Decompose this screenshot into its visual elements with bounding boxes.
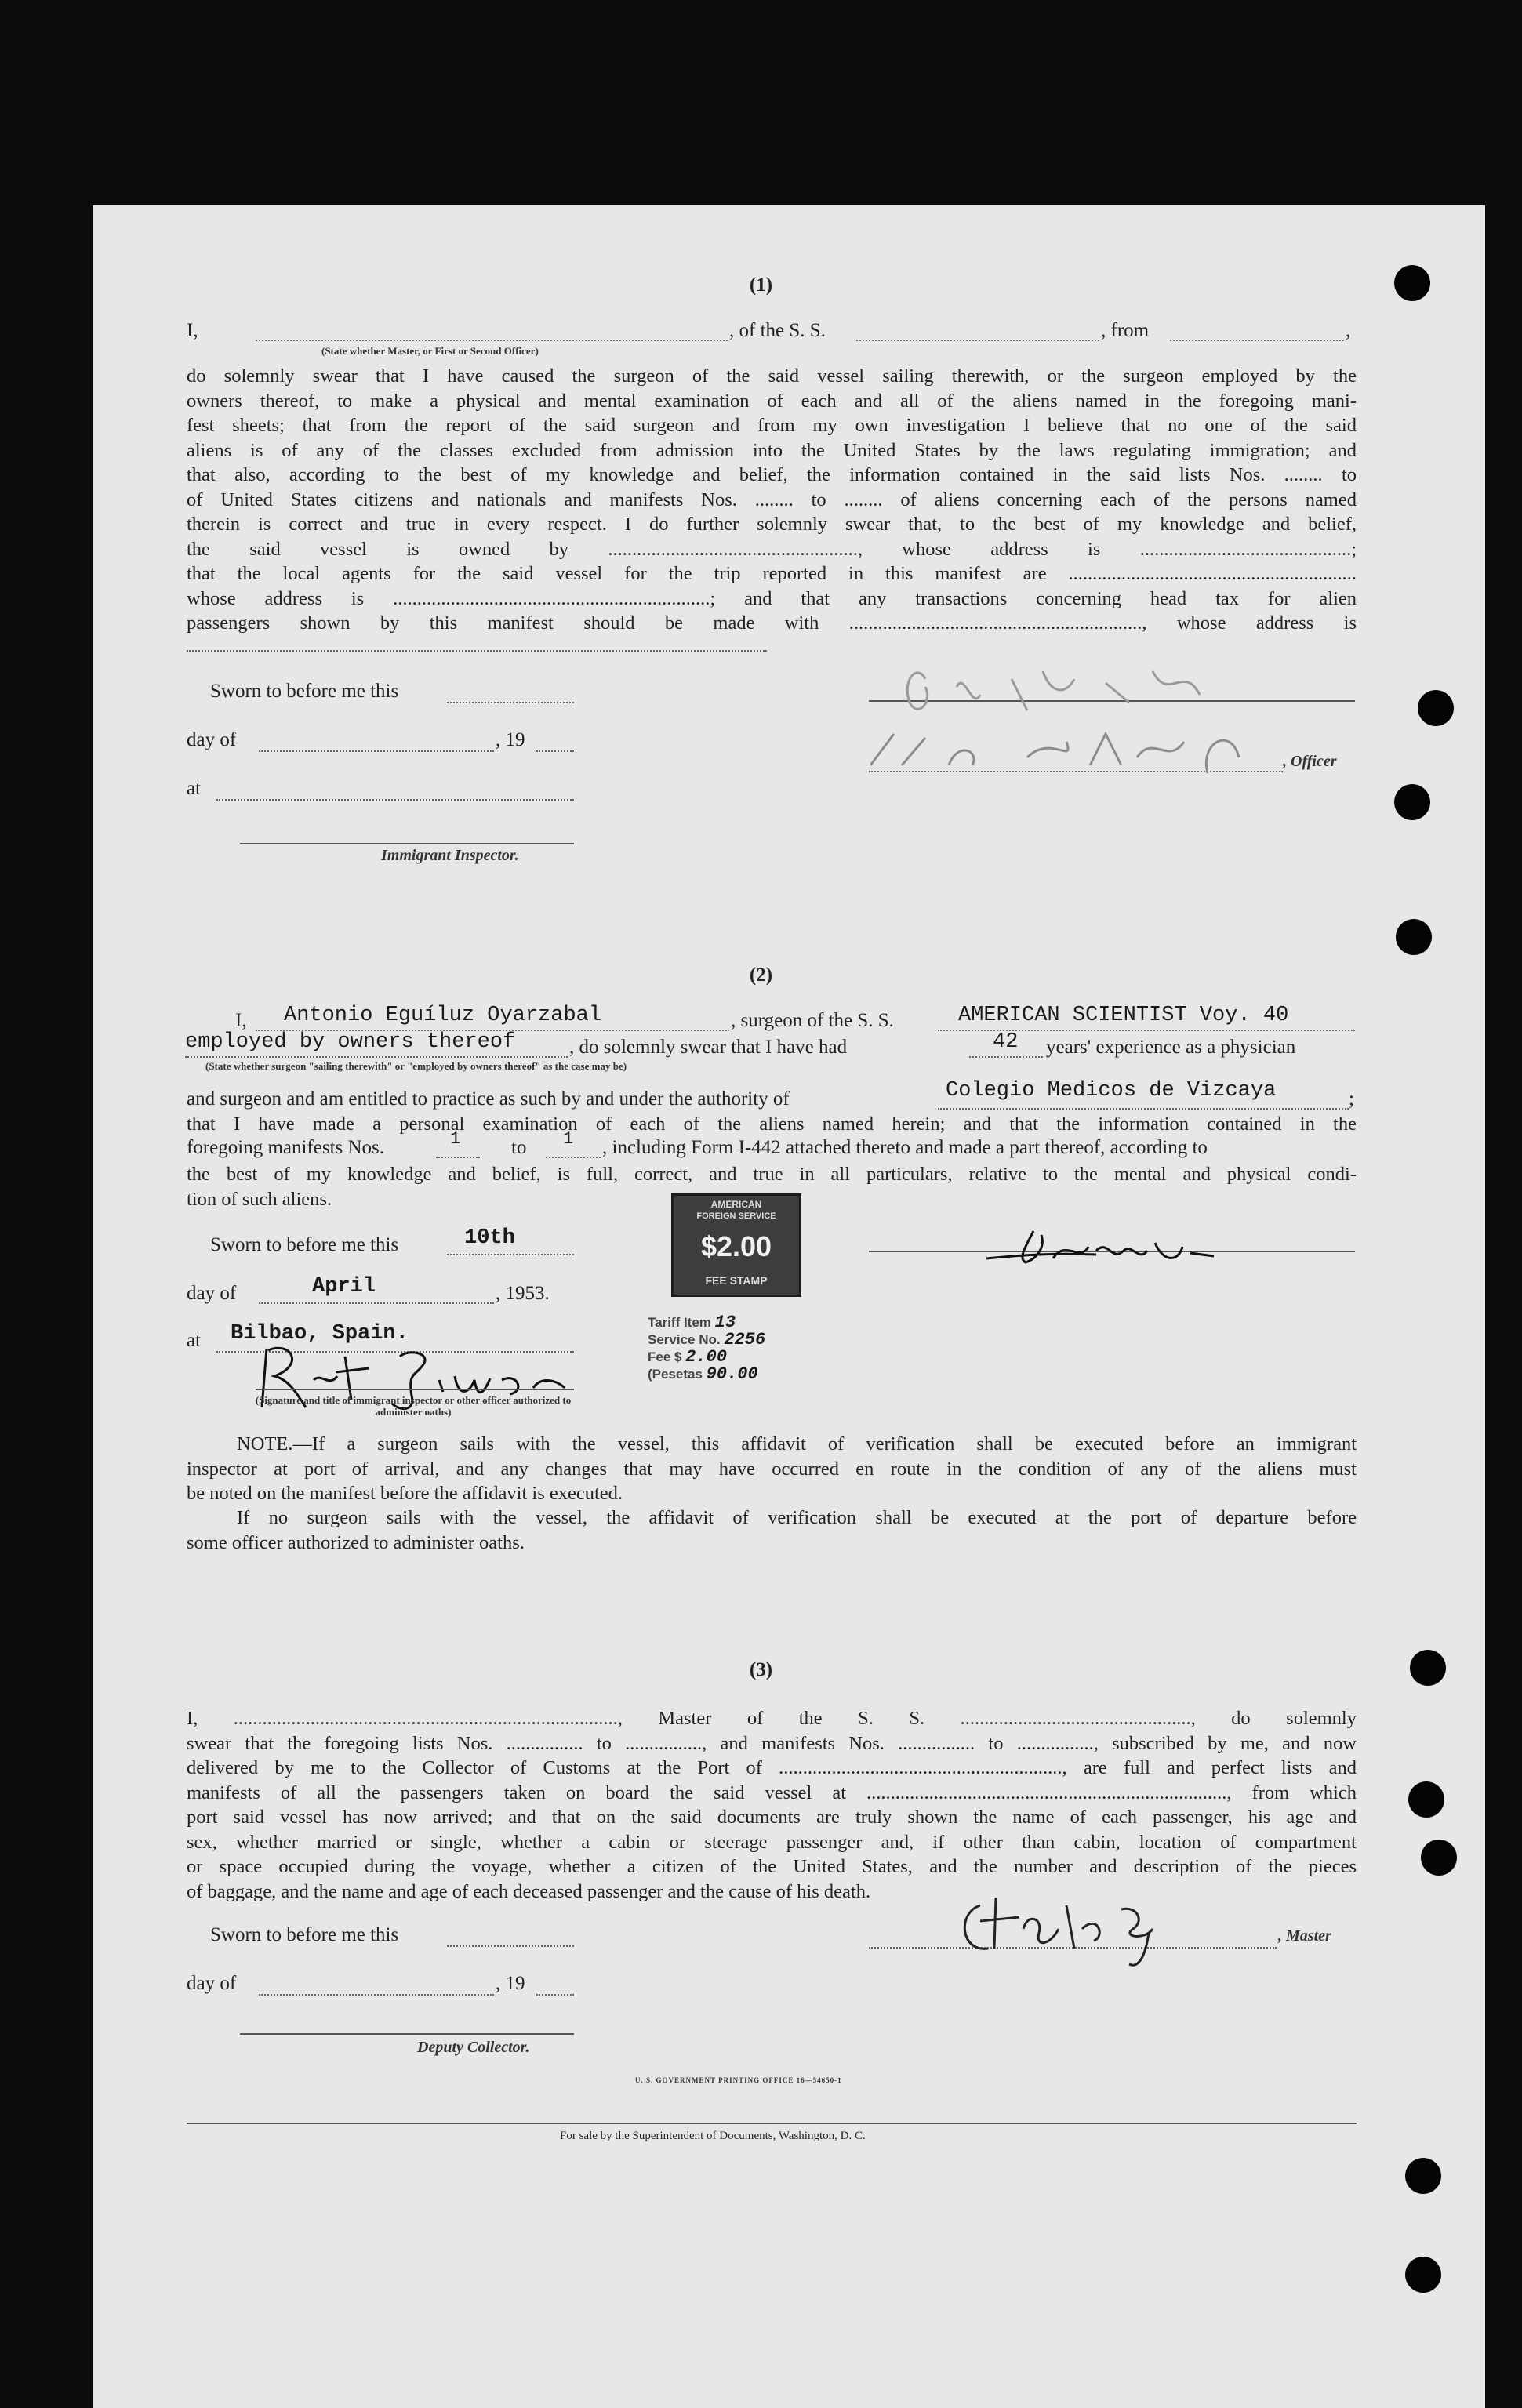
text-line: NOTE.—If a surgeon sails with the vessel, this affidavit of verification shall be executed before an immigrant	[237, 1433, 1357, 1455]
faded-officer-signature	[870, 648, 1341, 804]
text-line: that also, according to the best of my knowledge and belief, the information contained in the said lists Nos. ........ to	[187, 464, 1357, 485]
text-line: whose address is ..................................................................; and that any transactions concerning head tax for alien	[187, 587, 1357, 609]
service-label: Service No.	[648, 1332, 721, 1347]
stamp-value: $2.00	[700, 1230, 772, 1262]
from-field[interactable]	[1170, 339, 1344, 341]
tariff-value: 13	[714, 1313, 736, 1332]
pesetas-value: 90.00	[706, 1364, 758, 1384]
text-line: the best of my knowledge and belief, is full, correct, and true in all particulars, relative to the mental and physical condi-	[187, 1164, 1357, 1185]
stamp-mid: FOREIGN SERVICE	[696, 1211, 776, 1221]
manifest-from-field[interactable]	[436, 1156, 480, 1158]
vessel-field[interactable]	[856, 339, 1099, 341]
year-label: , 19	[496, 729, 525, 750]
vessel-label: , of the S. S.	[729, 320, 826, 341]
text-line: some officer authorized to administer oaths.	[187, 1531, 525, 1553]
day-of-label: day of	[187, 1283, 237, 1304]
section2-oath-text	[187, 1112, 1357, 1137]
punch-hole	[1421, 1840, 1457, 1876]
punch-hole	[1405, 2257, 1441, 2293]
text-line: do solemnly swear that I have caused the surgeon of the said vessel sailing therewith, or the surgeon employed by the	[187, 365, 1357, 387]
collector-signature-line[interactable]	[240, 2032, 574, 2035]
sworn-day: 10th	[464, 1226, 515, 1250]
text-line: owners thereof, to make a physical and mental examination of each and all of the aliens named in the foregoing mani-	[187, 390, 1357, 412]
text-line: be noted on the manifest before the affidavit is executed.	[187, 1483, 623, 1504]
text-line: manifests of all the passengers taken on board the said vessel at ..........................................................................., from which	[187, 1781, 1357, 1803]
text-line: I, ................................................................................, Master of the S. S. ................................................, do solemnly	[187, 1708, 1357, 1729]
text-line: If no surgeon sails with the vessel, the affidavit of verification shall be executed at the port of departure before	[237, 1507, 1357, 1528]
sale-note: For sale by the Superintendent of Documents, Washington, D. C.	[560, 2130, 866, 2142]
text-line: swear that the foregoing lists Nos. ................ to ................, and manifests Nos. ................ to ................, subscribed by me, and now	[187, 1732, 1357, 1754]
sworn-label: Sworn to before me this	[210, 1234, 399, 1255]
text-line: of United States citizens and nationals and manifests Nos. ........ to ........ of aliens concerning each of the persons named	[187, 489, 1357, 510]
manifest-no-to: 1	[563, 1129, 574, 1149]
officer-name-field[interactable]	[256, 339, 728, 341]
text-line: fest sheets; that from the report of the said surgeon and from my own investigation I believe that no one of the said	[187, 415, 1357, 436]
authority-name: Colegio Medicos de Vizcaya	[946, 1079, 1277, 1102]
experience-label: years' experience as a physician	[1046, 1037, 1296, 1058]
punch-hole	[1418, 690, 1454, 726]
stamp-bottom: FEE STAMP	[705, 1274, 768, 1287]
printer-imprint: U. S. GOVERNMENT PRINTING OFFICE 16—54650-1	[635, 2076, 842, 2084]
fee-value: 2.00	[685, 1347, 728, 1367]
text-line: delivered by me to the Collector of Customs at the Port of ..........................................................., are full and perfect lists and	[187, 1757, 1357, 1778]
sworn-day-field[interactable]	[447, 1253, 574, 1255]
fee-stamp	[671, 1193, 801, 1297]
year-field[interactable]	[536, 1993, 574, 1996]
sworn-label: Sworn to before me this	[210, 1924, 399, 1945]
surgeon-name: Antonio Eguíluz Oyarzabal	[284, 1004, 602, 1027]
note-paragraph	[187, 1432, 1357, 1506]
master-title: , Master	[1278, 1927, 1331, 1945]
address-continuation-field[interactable]	[187, 649, 767, 652]
field-note: (State whether Master, or First or Second Officer)	[321, 345, 539, 357]
collector-title: Deputy Collector.	[417, 2039, 530, 2056]
text-line: sex, whether married or single, whether a cabin or steerage passenger and, if other than cabin, location of compartment	[187, 1831, 1357, 1853]
semicolon: ;	[1349, 1088, 1354, 1110]
oath-intro: I,	[187, 320, 198, 341]
punch-hole	[1394, 784, 1430, 820]
text-line: aliens is of any of the classes excluded from admission into the United States by the laws regulating immigration; and	[187, 439, 1357, 461]
inspector-title: Immigrant Inspector.	[381, 847, 519, 864]
stamp-top: AMERICAN	[710, 1199, 762, 1210]
text-line: that the local agents for the said vessel for the trip reported in this manifest are ............................................................	[187, 563, 1357, 584]
text-line: the said vessel is owned by ...................................................., whose address is ............................................;	[187, 538, 1357, 560]
sworn-label: Sworn to before me this	[210, 681, 399, 702]
to-label: to	[511, 1137, 527, 1158]
place: Bilbao, Spain.	[231, 1322, 409, 1346]
manifest-no-from: 1	[450, 1129, 461, 1149]
text-line: of baggage, and the name and age of each deceased passenger and the cause of his death.	[187, 1880, 871, 1902]
fee-label: Fee $	[648, 1349, 682, 1364]
form-text: , including Form I-442 attached thereto and made a part thereof, according to	[602, 1137, 1208, 1158]
service-value: 2256	[724, 1330, 766, 1349]
inspector-signature-line[interactable]	[256, 1388, 574, 1390]
text-line: inspector at port of arrival, and any changes that may have occurred en route in the condition of any of the aliens must	[187, 1458, 1357, 1480]
from-label: , from	[1101, 320, 1150, 341]
at-label: at	[187, 1330, 202, 1351]
sworn-day-field[interactable]	[447, 701, 574, 703]
signature-note: (Signature and title of immigrant inspector or other officer authorized to administer oaths)	[255, 1394, 572, 1418]
inspector-signature-line[interactable]	[240, 842, 574, 844]
officer-title: , Officer	[1283, 753, 1337, 770]
swear-label: , do solemnly swear that I have had	[569, 1037, 848, 1058]
text-line: therein is correct and true in every respect. I do further solemnly swear that, to the best of my knowledge and belief,	[187, 514, 1357, 535]
at-label: at	[187, 778, 202, 799]
surgeon-intro: I,	[235, 1010, 247, 1031]
vessel-name: AMERICAN SCIENTIST Voy. 40	[958, 1004, 1289, 1027]
note-paragraph	[187, 1505, 1357, 1555]
manifest-nos-label: foregoing manifests Nos.	[187, 1137, 385, 1158]
years-field[interactable]	[969, 1055, 1043, 1058]
sworn-day-field[interactable]	[447, 1945, 574, 1947]
text-line: port said vessel has now arrived; and that on the said documents are truly shown the name of each passenger, his age and	[187, 1807, 1357, 1828]
section-number: (1)	[749, 274, 773, 296]
text-line: tion of such aliens.	[187, 1188, 332, 1210]
tariff-label: Tariff Item	[648, 1315, 711, 1330]
footer-rule	[187, 2122, 1357, 2124]
section1-oath-text	[187, 364, 1357, 636]
manifest-to-field[interactable]	[546, 1156, 601, 1158]
sworn-month: April	[312, 1275, 376, 1298]
master-signature	[949, 1874, 1200, 1976]
surgeon-status: employed by owners thereof	[185, 1030, 516, 1054]
day-of-label: day of	[187, 1973, 237, 1994]
surgeon-of-label: , surgeon of the S. S.	[731, 1010, 894, 1031]
year-label: , 19	[496, 1973, 525, 1994]
pesetas-label: (Pesetas	[648, 1367, 703, 1382]
month-field[interactable]	[259, 1302, 494, 1304]
text-line: that I have made a personal examination of each of the aliens named herein; and that the information contained in the	[187, 1113, 1357, 1135]
text-line: passengers shown by this manifest should be made with ............................................................., whose address is	[187, 612, 1357, 634]
month-field[interactable]	[259, 1993, 494, 1996]
punch-hole	[1405, 2158, 1441, 2194]
text-line: or space occupied during the voyage, whether a citizen of the United States, and the number and description of the pieces	[187, 1856, 1357, 1877]
surgeon-signature	[979, 1215, 1237, 1278]
years-experience: 42	[993, 1030, 1019, 1054]
comma: ,	[1346, 320, 1351, 341]
month-field[interactable]	[259, 750, 494, 752]
field-note: (State whether surgeon "sailing therewith" or "employed by owners thereof" as the case may be)	[205, 1060, 627, 1072]
punch-hole	[1396, 919, 1432, 955]
section-number: (3)	[749, 1659, 773, 1680]
day-of-label: day of	[187, 729, 237, 750]
place-field[interactable]	[216, 798, 574, 801]
authority-text: and surgeon and am entitled to practice as such by and under the authority of	[187, 1088, 790, 1110]
surgeon-status-field[interactable]	[185, 1055, 568, 1058]
tariff-box	[648, 1314, 765, 1383]
punch-hole	[1408, 1781, 1444, 1818]
section-number: (2)	[749, 964, 773, 986]
year-label: , 1953.	[496, 1283, 550, 1304]
authority-field[interactable]	[938, 1107, 1349, 1110]
year-field[interactable]	[536, 750, 574, 752]
